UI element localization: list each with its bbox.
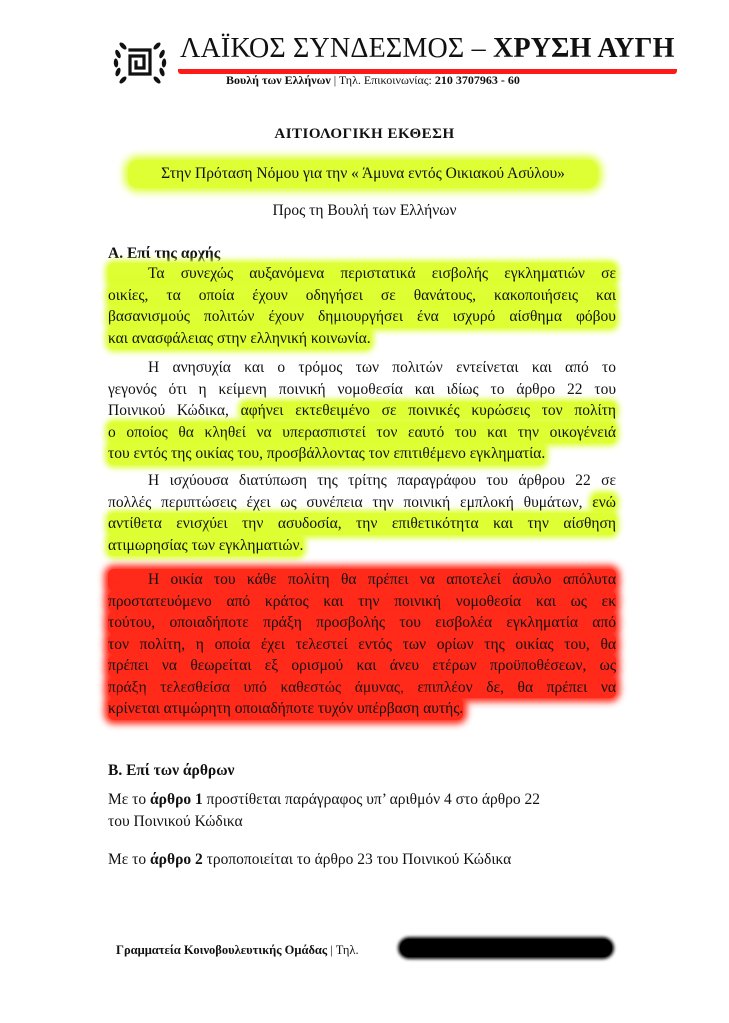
paragraph-4-line: προστατευόμενο από κράτος και την ποινική νομοθεσία και ως εκ <box>108 591 616 613</box>
paragraph-3-plain: πολλές περιπτώσεις έχει ως συνέπεια την ποινική εμπλοκή θυμάτων, <box>108 493 593 511</box>
contact-separator: | Τηλ. Επικοινωνίας: <box>330 73 435 87</box>
party-name-bold: ΧΡΥΣΗ ΑΥΓΗ <box>493 33 675 64</box>
footer <box>116 943 359 958</box>
letterhead <box>112 32 675 88</box>
paragraph-3-line: ατιμωρησίας των εγκληματιών. <box>108 535 303 557</box>
paragraph-2-line: Η ανησυχία και ο τρόμος των πολιτών εντείνεται και από το <box>148 359 616 376</box>
article-1-body: προστίθεται παράγραφος υπ’ αριθμόν 4 στο άρθρο 22 <box>202 791 540 808</box>
contact-line <box>226 73 520 88</box>
paragraph-4-line: τον πολίτη, η οποία έχει τελεστεί εντός των ορίων της οικίας του, θα <box>108 634 616 656</box>
article-1-label: άρθρο 1 <box>150 791 203 808</box>
paragraph-1-line: βασανισμούς πολιτών έχουν δημιουργήσει ένα ισχυρό αίσθημα φόβου <box>108 306 616 328</box>
section-b-heading: Β. Επί των άρθρων <box>108 762 235 779</box>
article-2-text <box>108 849 511 871</box>
paragraph-3-highlight: ενώ <box>592 493 616 511</box>
contact-phone: 210 3707963 - 60 <box>434 73 520 87</box>
paragraph-1-line: οικίες, τα οποία έχουν οδηγήσει σε θανάτους, κακοποιήσεις και <box>108 285 616 307</box>
paragraph-2-line <box>108 400 616 422</box>
party-name-prefix: ΛΑΪΚΟΣ ΣΥΝΔΕΣΜΟΣ – <box>180 33 494 64</box>
paragraph-2-line: του εντός της οικίας του, προσβάλλοντας τον επιτιθέμενο εγκληματία. <box>108 443 545 465</box>
paragraph-1-line: Τα συνεχώς αυξανόμενα περιστατικά εισβολής εγκληματιών σε <box>108 263 616 285</box>
paragraph-2-line: ο οποίος θα κληθεί να υπερασπιστεί τον εαυτό του και την οικογένειά <box>108 422 616 444</box>
paragraph-2-highlight: αφήνει εκτεθειμένο σε ποινικές κυρώσεις τον πολίτη <box>240 402 616 419</box>
document-subject: Στην Πρόταση Νόμου για την « Άμυνα εντός Οικιακού Ασύλου» <box>128 160 598 188</box>
section-a-heading: Α. Επί της αρχής <box>108 245 221 262</box>
paragraph-4-line: πρέπει να θεωρείται εξ ορισμού και άνευ ετέρων προϋποθέσεων, ως <box>108 655 616 677</box>
meander-wreath-icon <box>112 34 168 90</box>
paragraph-2-plain: Ποινικού Κώδικα, <box>108 402 241 419</box>
paragraph-2 <box>108 357 616 465</box>
article-1-prefix: Με το <box>108 791 151 808</box>
party-name <box>178 32 677 74</box>
document-title: ΑΙΤΙΟΛΟΓΙΚΗ ΕΚΘΕΣΗ <box>274 126 455 142</box>
article-2-prefix: Με το <box>108 851 151 868</box>
document-addressee: Προς τη Βουλή των Ελλήνων <box>272 202 457 219</box>
paragraph-1 <box>108 263 616 349</box>
paragraph-2-line: γεγονός ότι η κείμενη ποινική νομοθεσία και ιδίως το άρθρο 22 του <box>108 380 616 398</box>
article-2-body: τροποποιείται το άρθρο 23 του Ποινικού Κώδικα <box>202 851 512 868</box>
article-1-text-continued: του Ποινικού Κώδικα <box>108 813 243 830</box>
paragraph-3-line: Η ισχύουσα διατύπωση της τρίτης παραγράφου του άρθρου 22 σε <box>148 472 616 489</box>
paragraph-3-line: αντίθετα ενισχύει την ασυδοσία, την επιθετικότητα και την αίσθηση <box>108 513 616 535</box>
footer-secretariat: Γραμματεία Κοινοβουλευτικής Ομάδας <box>116 943 328 957</box>
paragraph-4-line: Η οικία του κάθε πολίτη θα πρέπει να αποτελεί άσυλο απόλυτα <box>108 569 616 591</box>
footer-phone-label: | Τηλ. <box>327 943 359 957</box>
parliament-label: Βουλή των Ελλήνων <box>226 73 331 87</box>
paragraph-1-line: και ανασφάλειας στην ελληνική κοινωνία. <box>108 328 371 350</box>
article-2-label: άρθρο 2 <box>150 851 203 868</box>
paragraph-4-line: κρίνεται ατιμώρητη οποιαδήποτε τυχόν υπέρβαση αυτής. <box>108 698 463 720</box>
paragraph-4-line: τούτου, οποιαδήποτε πράξη προσβολής του εισβολέα εγκληματία από <box>108 612 616 634</box>
paragraph-3-line <box>108 492 616 514</box>
redaction-bar <box>400 939 612 957</box>
article-1-text <box>108 789 616 811</box>
paragraph-3 <box>108 470 616 556</box>
paragraph-4 <box>108 569 616 720</box>
paragraph-4-line: πράξη τελεσθείσα υπό καθεστώς άμυνας, επιπλέον δε, θα πρέπει να <box>108 677 616 699</box>
